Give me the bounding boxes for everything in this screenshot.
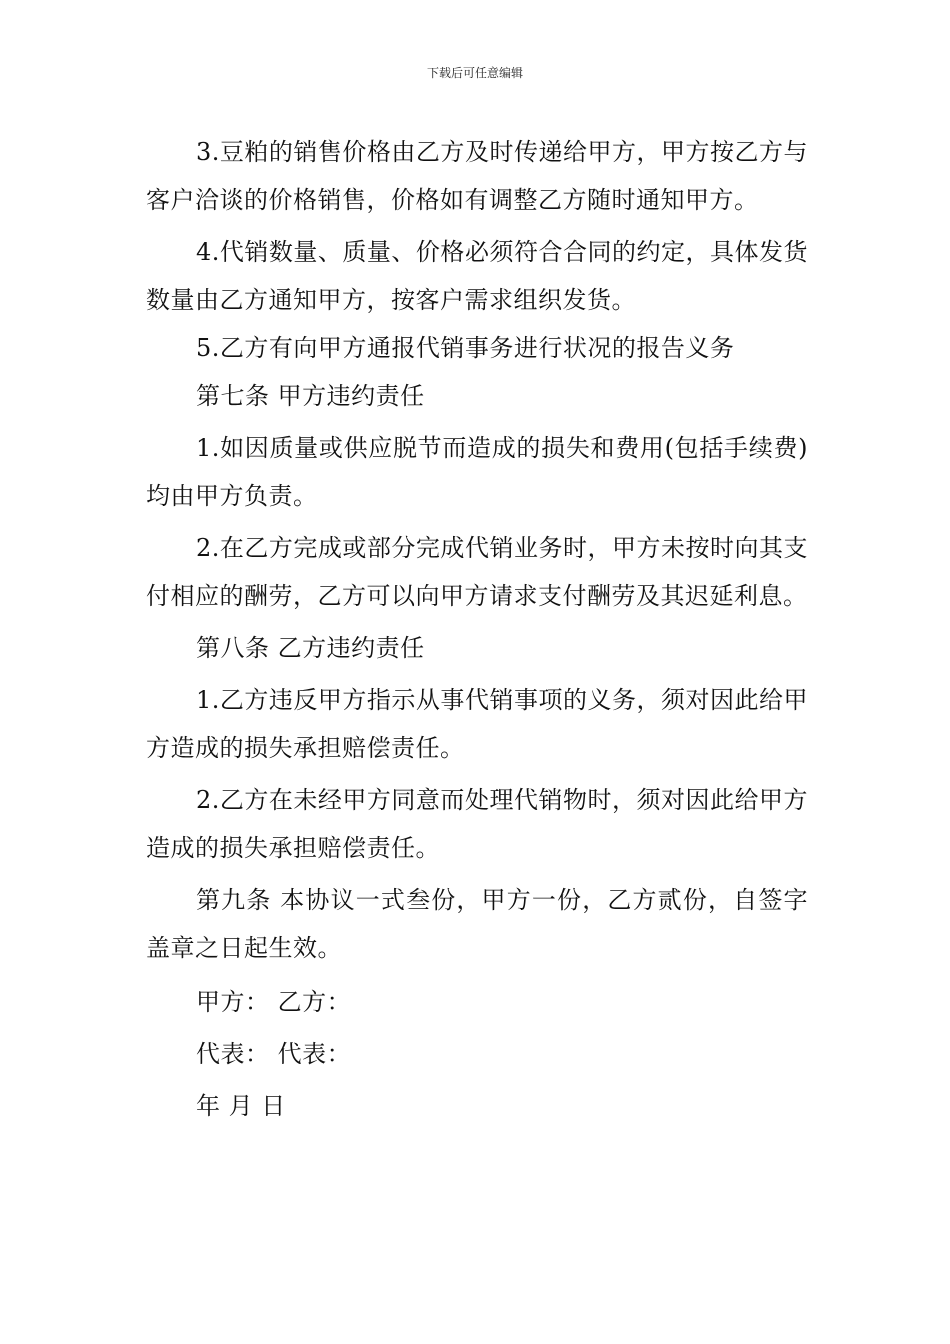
clause-8-heading: 第八条 乙方违约责任 [196, 634, 425, 662]
clause-7-heading: 第七条 甲方违约责任 [196, 382, 425, 410]
clause-8-item-1: 1.乙方违反甲方指示从事代销事项的义务，须对因此给甲方造成的损失承担赔偿责任。 [146, 686, 808, 762]
signature-date: 年 月 日 [196, 1092, 286, 1120]
document-body [146, 128, 808, 1130]
signature-parties: 甲方： 乙方： [196, 988, 352, 1016]
signature-representatives: 代表： 代表： [196, 1040, 352, 1068]
clause-8-item-2: 2.乙方在未经甲方同意而处理代销物时，须对因此给甲方造成的损失承担赔偿责任。 [146, 786, 808, 862]
clause-9: 第九条 本协议一式叁份，甲方一份，乙方贰份，自签字盖章之日起生效。 [146, 886, 808, 962]
clause-7-item-2: 2.在乙方完成或部分完成代销业务时，甲方未按时向其支付相应的酬劳，乙方可以向甲方请求支付酬劳及其迟延利息。 [146, 534, 808, 610]
clause-6-item-3: 3.豆粕的销售价格由乙方及时传递给甲方，甲方按乙方与客户洽谈的价格销售，价格如有调整乙方随时通知甲方。 [146, 138, 808, 214]
clause-6-item-5: 5.乙方有向甲方通报代销事务进行状况的报告义务 [196, 334, 735, 362]
clause-6-item-4: 4.代销数量、质量、价格必须符合合同的约定，具体发货数量由乙方通知甲方，按客户需求组织发货。 [146, 238, 808, 314]
clause-7-item-1: 1.如因质量或供应脱节而造成的损失和费用(包括手续费)均由甲方负责。 [146, 434, 808, 510]
page-header: 下载后可任意编辑 [426, 66, 523, 80]
